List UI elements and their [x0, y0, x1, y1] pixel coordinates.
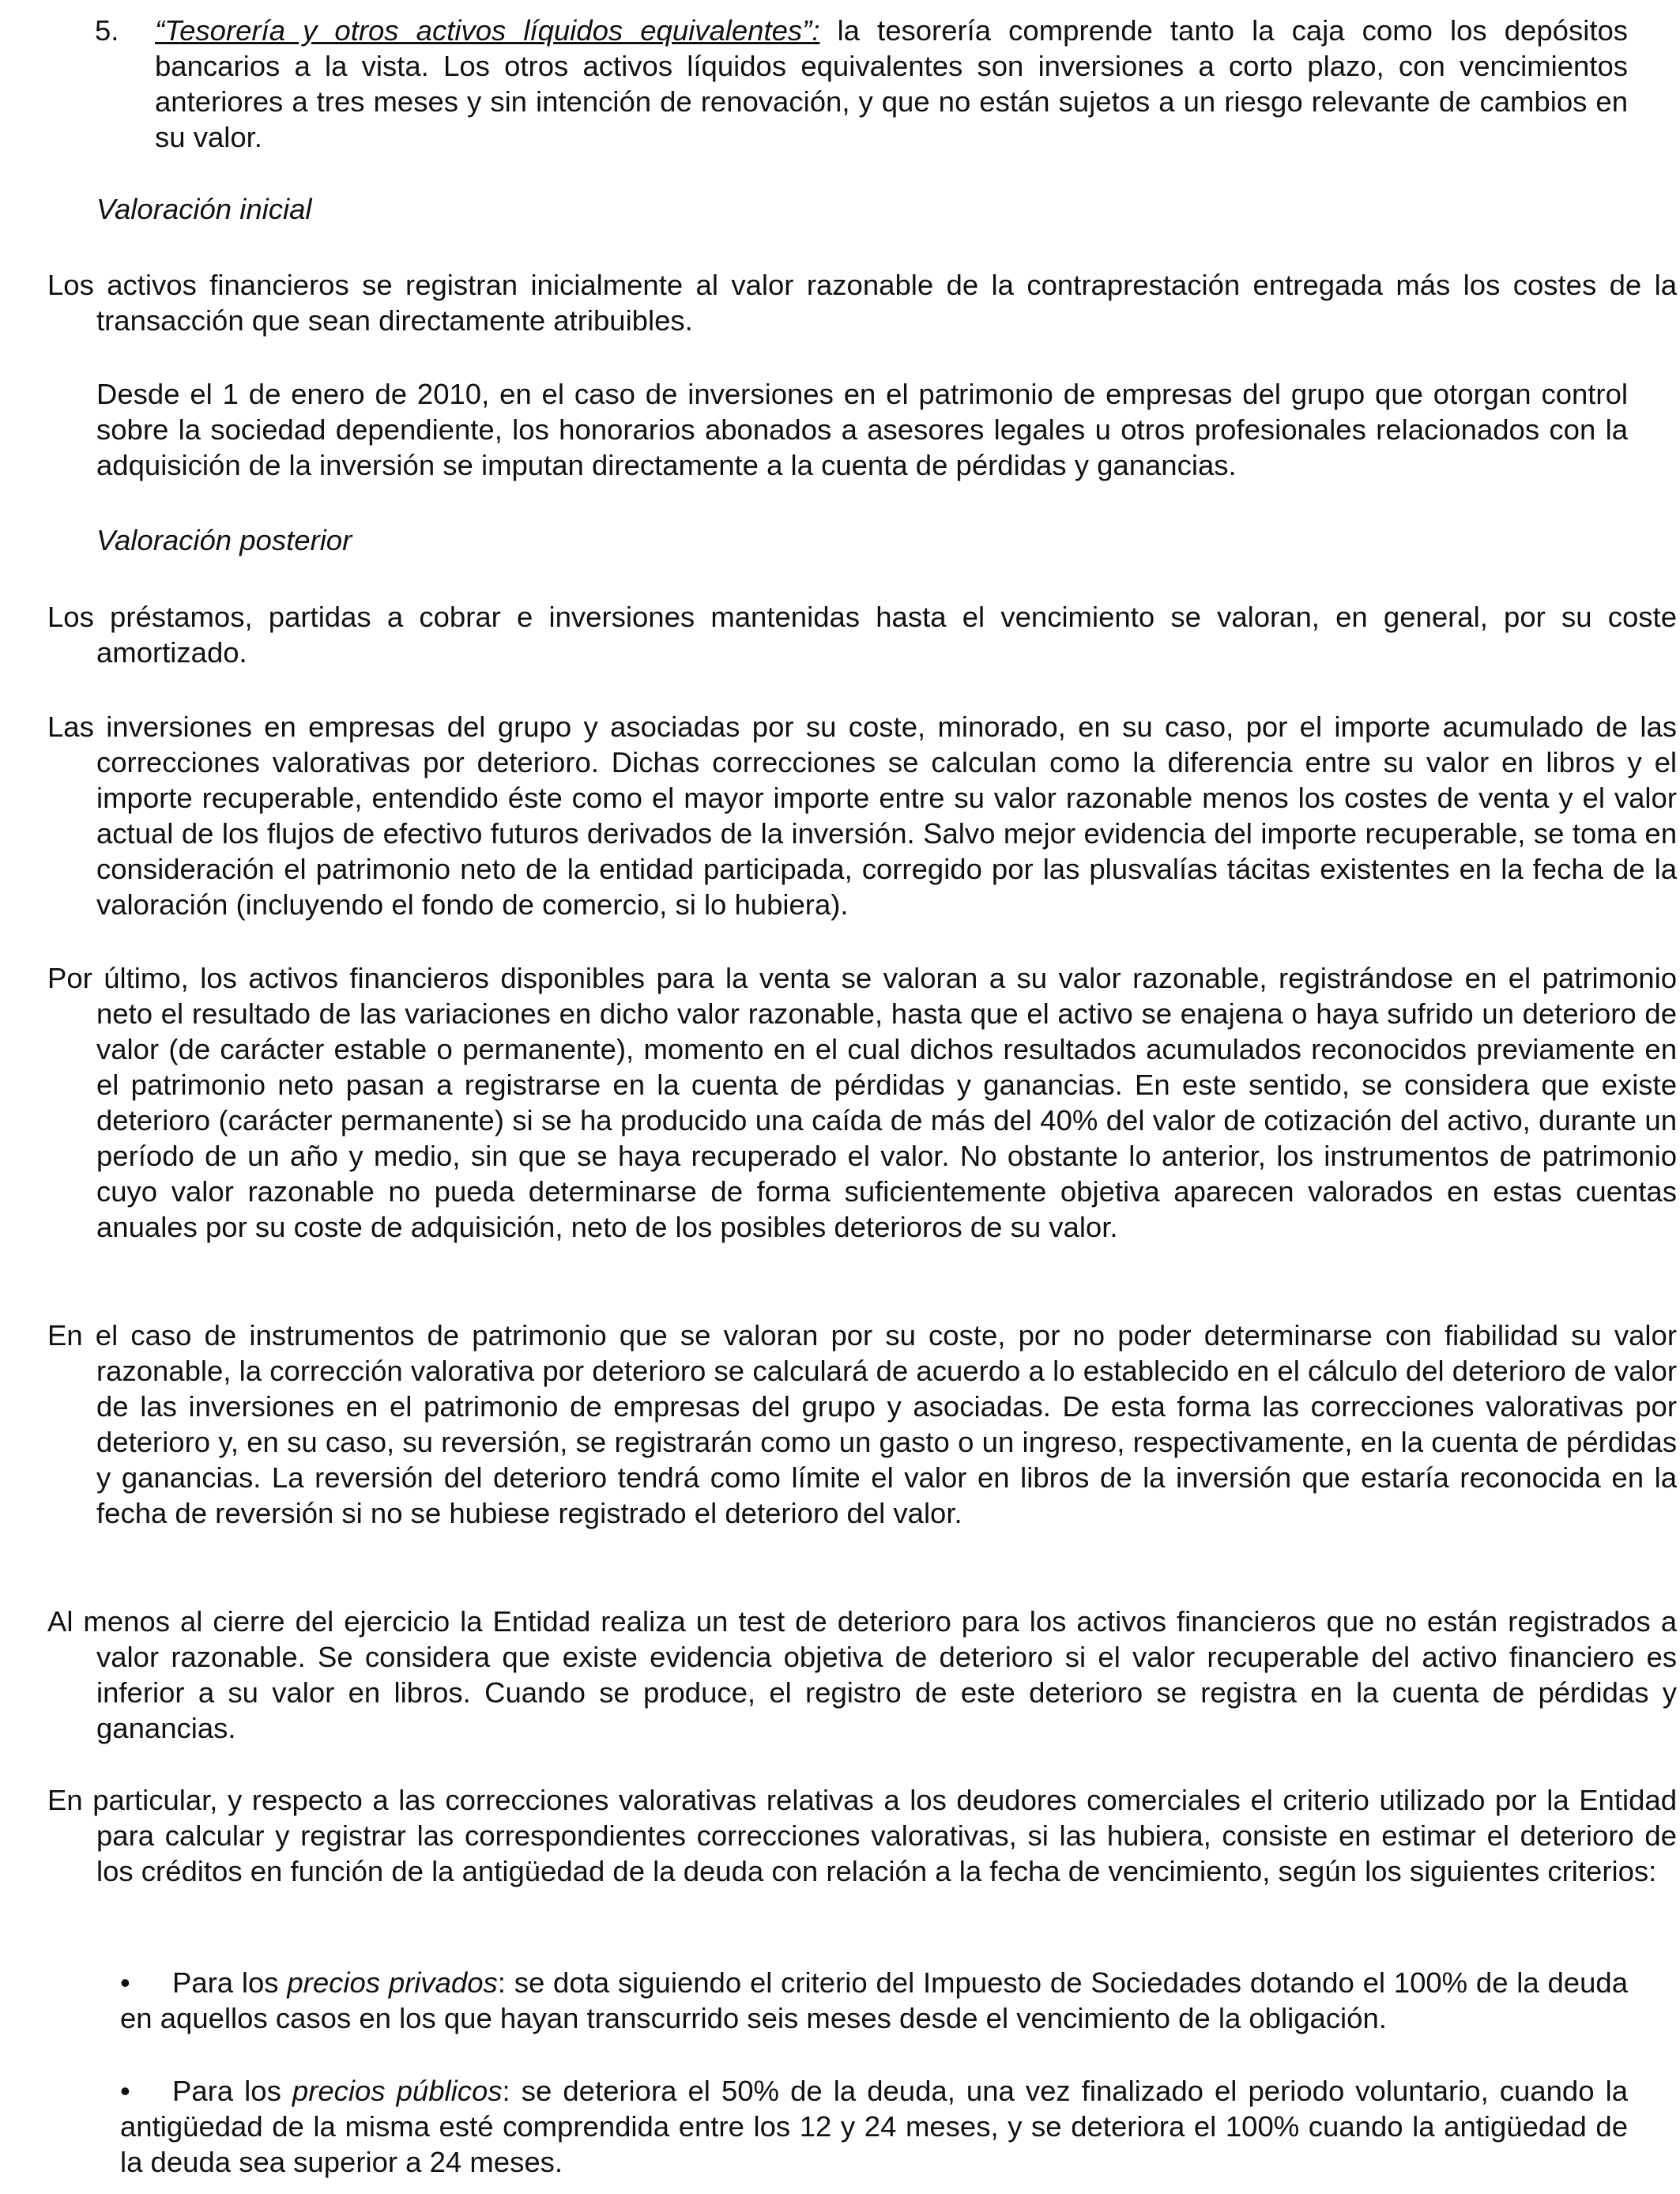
list-item-text — [155, 13, 1628, 155]
paragraph-2010-fees: Desde el 1 de enero de 2010, en el caso de inversiones en el patrimonio de empresas del grupo que otorgan control sobre la sociedad dependiente, los honorarios abonados a asesores legales u otros profesionales relacionados con la adquisición de la inversión se imputan directamente a la cuenta de pérdidas y ganancias. — [96, 378, 1628, 481]
paragraph-available-for-sale: Por último, los activos financieros disponibles para la venta se valoran a su valor razonable, registrándose en el patrimonio neto el resultado de las variaciones en dicho valor razonable, hasta que el activo se enajena o haya sufrido un deterioro de valor (de carácter estable o permanente), momento en el cual dichos resultados acumulados reconocidos previamente en el patrimonio neto pasan a registrarse en la cuenta de pérdidas y ganancias. En este sentido, se considera que existe deterioro (carácter permanente) si se ha producido una caída de más del 40% del valor de cotización del activo, durante un período de un año y medio, sin que se haya recuperado el valor. No obstante lo anterior, los instrumentos de patrimonio cuyo valor razonable no pueda determinarse de forma suficientemente objetiva aparecen valorados en estas cuentas anuales por su coste de adquisición, neto de los posibles deterioros de su valor. — [47, 962, 1677, 1243]
heading-valoracion-posterior: Valoración posterior — [96, 524, 352, 556]
term-tesoreria: “Tesorería y otros activos líquidos equivalentes”: — [155, 14, 820, 47]
paragraph-equity-instruments: En el caso de instrumentos de patrimonio que se valoran por su coste, por no poder determinarse con fiabilidad su valor razonable, la corrección valorativa por deterioro se calculará de acuerdo a lo establecido en el cálculo del deterioro de valor de las inversiones en el patrimonio de empresas del grupo y asociadas. De esta forma las correcciones valorativas por deterioro y, en su caso, su reversión, se registrarán como un gasto o un ingreso, respectivamente, en la cuenta de pérdidas y ganancias. La reversión del deterioro tendrá como límite el valor en libros de la inversión que estaría reconocida en la fecha de reversión si no se hubiese registrado el deterioro del valor. — [47, 1319, 1677, 1529]
heading-valoracion-inicial: Valoración inicial — [96, 193, 312, 225]
bullet-icon: • — [120, 2075, 130, 2107]
list-item-5 — [95, 13, 1628, 155]
bullet-text: Para los precios públicos: se deteriora el 50% de la deuda, una vez finalizado el periodo voluntario, cuando la antigüedad de la misma esté comprendida entre los 12 y 24 meses, y se deteriora el 100% cuando la antigüedad de la deuda sea superior a 24 meses. — [120, 2075, 1628, 2178]
bullet-icon: • — [120, 1966, 130, 1999]
list-number: 5. — [95, 14, 119, 47]
paragraph-trade-debtors: En particular, y respecto a las correcciones valorativas relativas a los deudores comerciales el criterio utilizado por la Entidad para calcular y registrar las correspondientes correcciones valorativas, si las hubiera, consiste en estimar el deterioro de los créditos en función de la antigüedad de la deuda con relación a la fecha de vencimiento, según los siguientes criterios: — [47, 1784, 1677, 1887]
bullet-item — [120, 2073, 1628, 2180]
term-precios-publicos: precios públicos — [292, 2075, 503, 2107]
paragraph-impairment-test: Al menos al cierre del ejercicio la Entidad realiza un test de deterioro para los activos financieros que no están registrados a valor razonable. Se considera que existe evidencia objetiva de deterioro si el valor recuperable del activo financiero es inferior a su valor en libros. Cuando se produce, el registro de este deterioro se registra en la cuenta de pérdidas y ganancias. — [47, 1605, 1677, 1744]
definition-text: la tesorería comprende tanto la caja como los depósitos bancarios a la vista. Los otros activos líquidos equivalentes son inversiones a corto plazo, con vencimientos anteriores a tres meses y sin intención de renovación, y que no están sujetos a un riesgo relevante de cambios en su valor. — [155, 14, 1629, 153]
paragraph-amortized-cost: Los préstamos, partidas a cobrar e inversiones mantenidas hasta el vencimiento se valoran, en general, por su coste amortizado. — [47, 601, 1677, 669]
bullet-item — [120, 1965, 1628, 2036]
term-precios-privados: precios privados — [287, 1966, 498, 1999]
paragraph-group-investments: Las inversiones en empresas del grupo y asociadas por su coste, minorado, en su caso, por el importe acumulado de las correcciones valorativas por deterioro. Dichas correcciones se calculan como la diferencia entre su valor en libros y el importe recuperable, entendido éste como el mayor importe entre su valor razonable menos los costes de venta y el valor actual de los flujos de efectivo futuros derivados de la inversión. Salvo mejor evidencia del importe recuperable, se toma en consideración el patrimonio neto de la entidad participada, corregido por las plusvalías tácitas existentes en la fecha de la valoración (incluyendo el fondo de comercio, si lo hubiera). — [47, 711, 1677, 921]
paragraph-initial-recognition: Los activos financieros se registran inicialmente al valor razonable de la contraprestación entregada más los costes de la transacción que sean directamente atribuibles. — [47, 269, 1677, 337]
bullet-text: Para los precios privados: se dota siguiendo el criterio del Impuesto de Sociedades dotando el 100% de la deuda en aquellos casos en los que hayan transcurrido seis meses desde el vencimiento de la obligación. — [120, 1966, 1629, 2034]
